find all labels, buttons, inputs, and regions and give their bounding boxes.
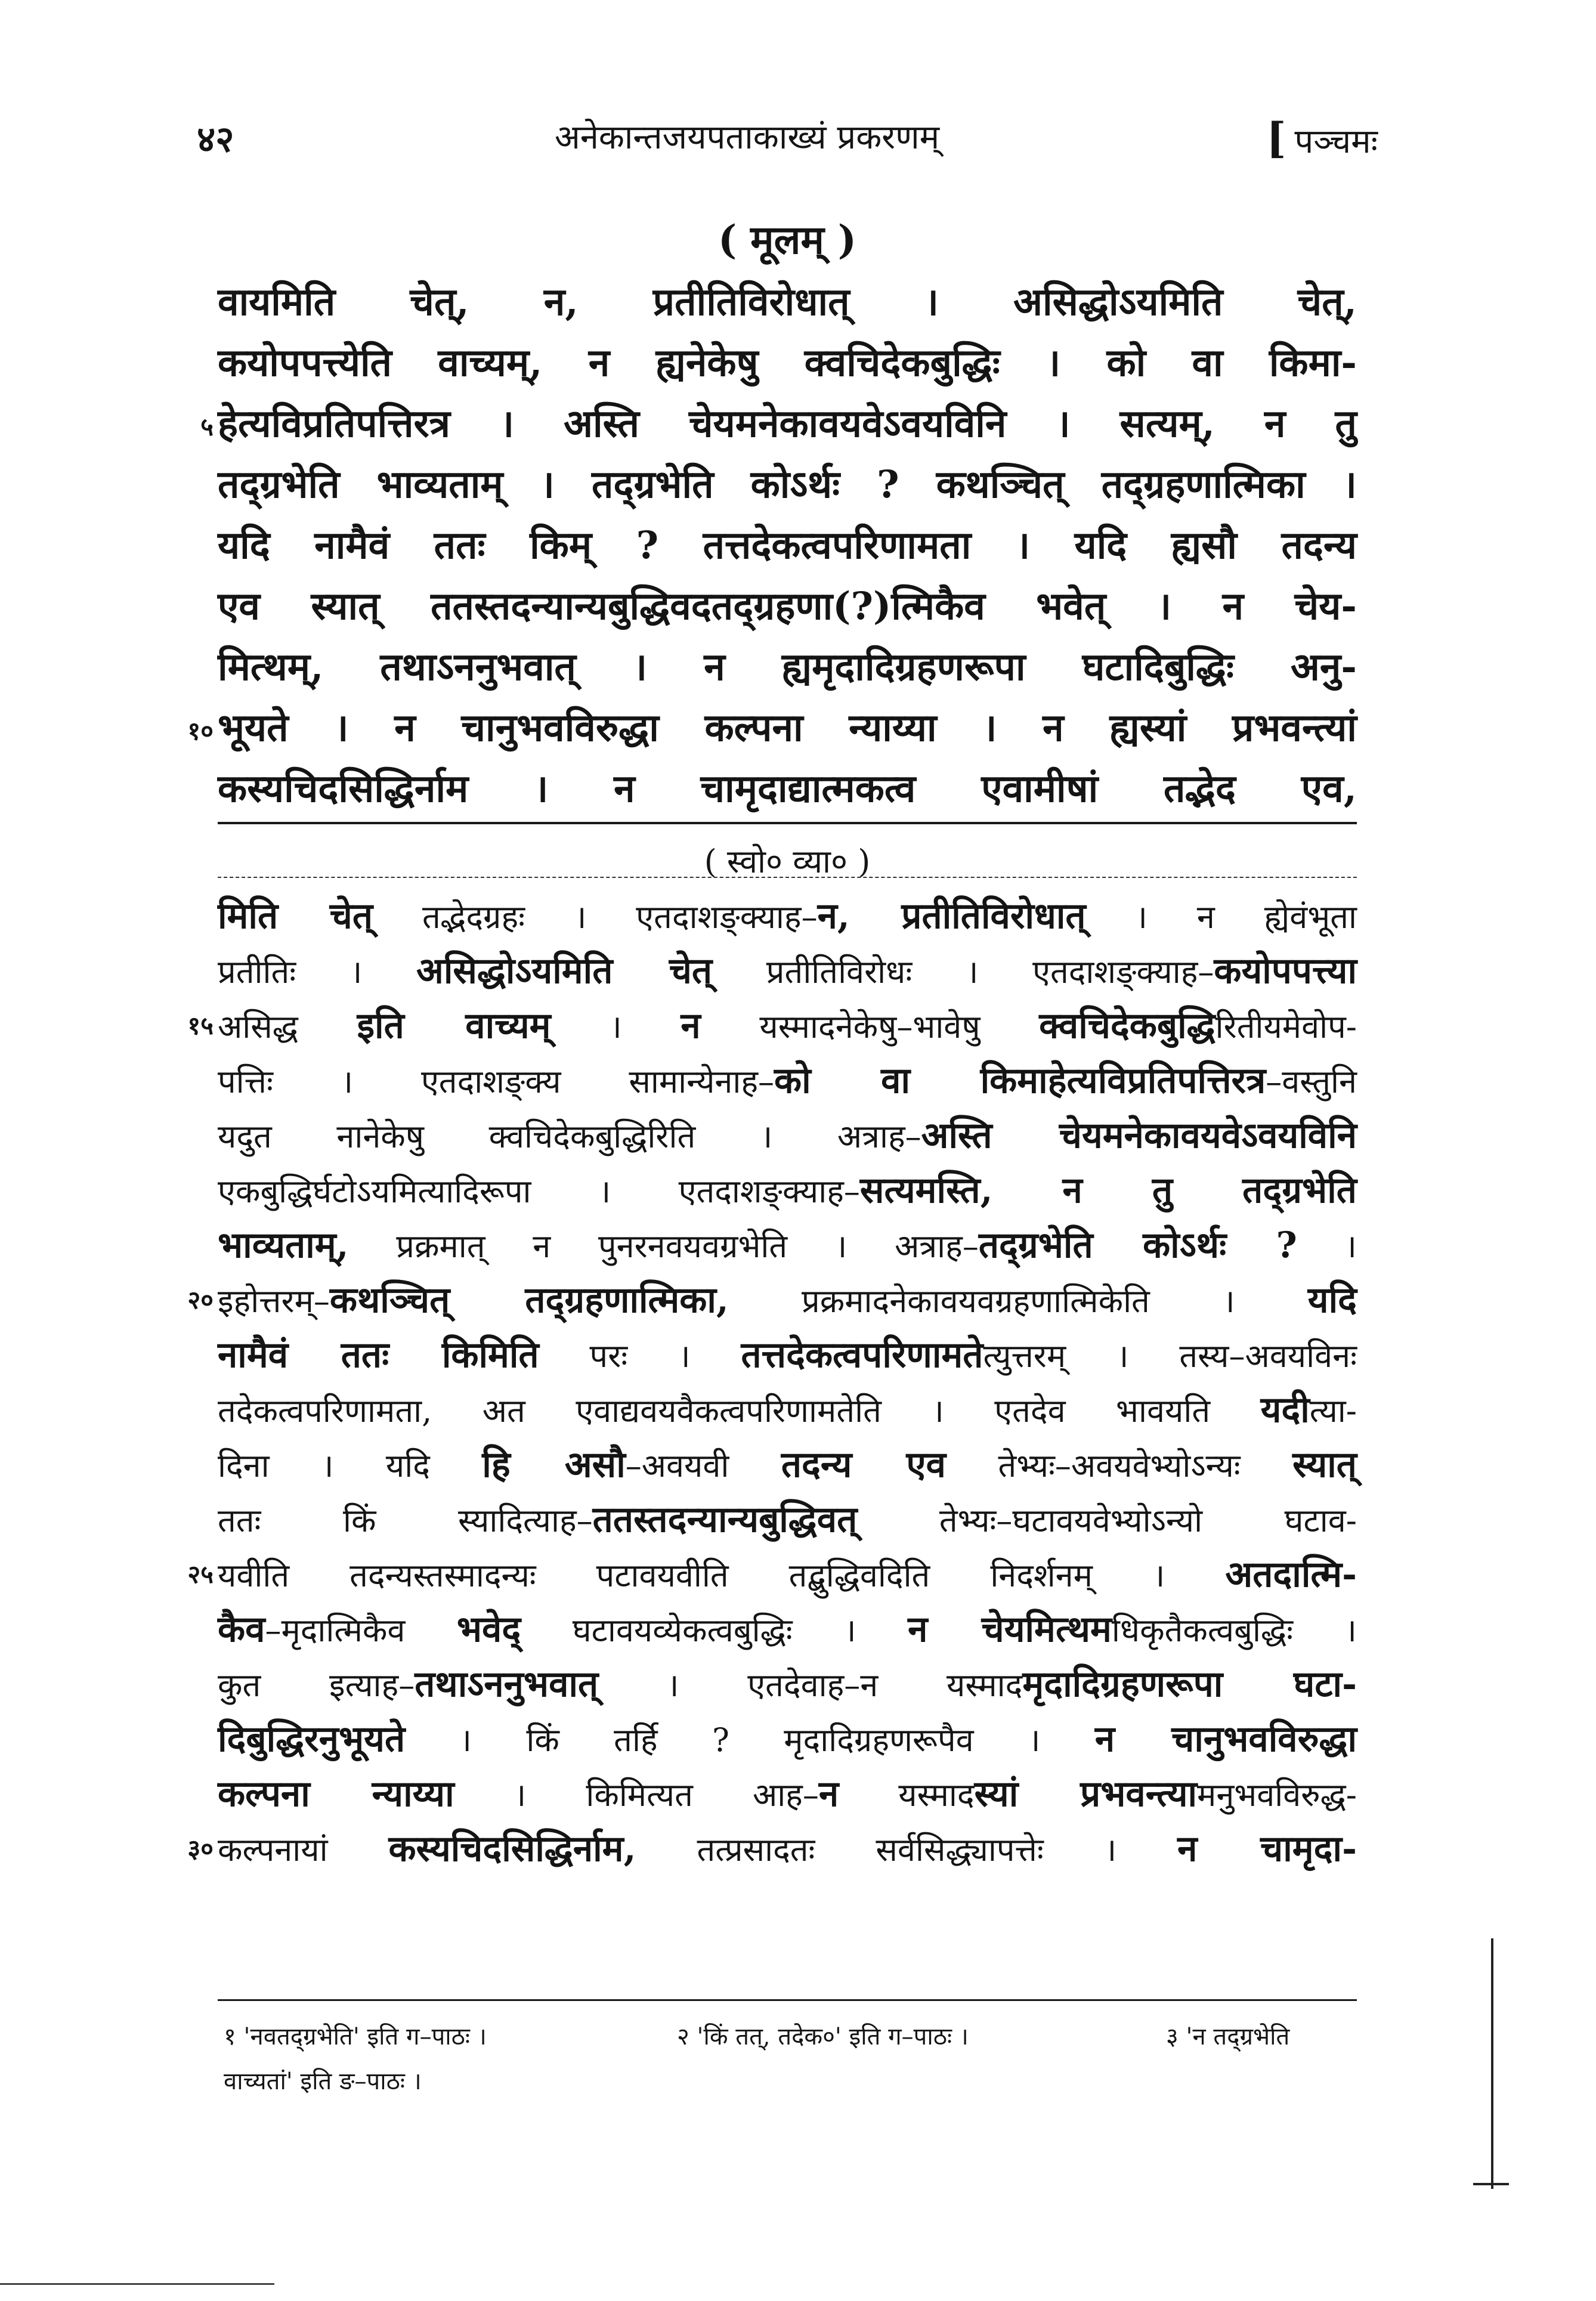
mula-line: भूयते । न चानुभवविरुद्धा कल्पना न्याय्या । न ह्यस्यां प्रभवन्त्यां [218,706,1357,750]
margin-mark-foot [1473,2183,1509,2185]
commentary-line: कुत इत्याह–तथाऽननुभवात् । एतदेवाह–न यस्मादमृदादिग्रहणरूपा घटा- [218,1663,1357,1705]
commentary-line: नामैवं ततः किमिति परः । तत्तदेकत्वपरिणामतेत्युत्तरम् । तस्य–अवयविनः [218,1334,1357,1376]
line-number: २५ [187,1560,214,1589]
commentary-heading: ( स्वो० व्या० ) [704,843,871,880]
mula-line: हेत्यविप्रतिपत्तिरत्र । अस्ति चेयमनेकावयवेऽवयविनि । सत्यम्, न तु [218,401,1357,446]
commentary-line: प्रतीतिः । असिद्धोऽयमिति चेत् प्रतीतिविरोधः । एतदाशङ्क्याह–कयोपपत्त्या [218,950,1357,992]
line-number: १५ [187,1011,214,1040]
commentary-line: दिना । यदि हि असौ–अवयवी तदन्य एव तेभ्यः–अवयवेभ्योऽन्यः स्यात् [218,1444,1357,1486]
section-bracket: [ [1266,113,1286,163]
mula-line: तद्ग्रभेति भाव्यताम् । तद्ग्रभेति कोऽर्थः ? कथञ्चित् तद्ग्रहणात्मिका । [218,462,1357,507]
heading-underline [218,877,1357,878]
running-title: अनेकान्तजयपताकाख्यं प्रकरणम् [555,118,940,157]
commentary-line: भाव्यताम्, प्रक्रमात् न पुनरनवयवग्रभेति । अत्राह–तद्ग्रभेति कोऽर्थः ? । [218,1224,1357,1266]
section-label [1266,113,1378,163]
commentary-line: मिति चेत् तद्भेदग्रहः । एतदाशङ्क्याह–न, प्रतीतिविरोधात् । न ह्येवंभूता [218,895,1357,937]
commentary-line: एकबुद्धिर्घटोऽयमित्यादिरूपा । एतदाशङ्क्याह–सत्यमस्ति, न तु तद्ग्रभेति [218,1170,1357,1211]
scan-edge-line [0,2283,274,2285]
mula-line: यदि नामैवं ततः किम् ? तत्तदेकत्वपरिणामता । यदि ह्यसौ तदन्य [218,523,1357,568]
commentary-line: ततः किं स्यादित्याह–ततस्तदन्यान्यबुद्धिवत् तेभ्यः–घटावयवेभ्योऽन्यो घटाव- [218,1499,1357,1541]
commentary-line: असिद्ध इति वाच्यम् । न यस्मादनेकेषु–भावेषु क्वचिदेकबुद्धिरितीयमेवोप- [218,1005,1357,1047]
mula-line: वायमिति चेत्, न, प्रतीतिविरोधात् । असिद्धोऽयमिति चेत्, [218,280,1357,324]
line-number: २० [187,1285,214,1315]
mula-heading: ( मूलम् ) [717,217,857,263]
commentary-line: कल्पना न्याय्या । किमित्यत आह–न यस्मादस्यां प्रभवन्त्यामनुभवविरुद्ध- [218,1773,1357,1815]
page-header [197,113,1378,161]
footnote-1: १ 'नवतद्ग्रभेति' इति ग–पाठः । [224,2023,487,2051]
commentary-line: दिबुद्धिरनुभूयते । किं तर्हि ? मृदादिग्रहणरूपैव । न चानुभवविरुद्धा [218,1718,1357,1760]
footnote-row [224,2019,1357,2055]
line-number: १० [187,716,214,746]
commentary-line: यदुत नानेकेषु क्वचिदेकबुद्धिरिति । अत्राह–अस्ति चेयमनेकावयवेऽवयविनि [218,1115,1357,1156]
footnote-3: ३ 'न तद्ग्रभेति [1166,2023,1290,2051]
margin-mark [1491,1938,1493,2189]
line-number: ५ [200,412,214,441]
commentary-line: कल्पनायां कस्यचिदसिद्धिर्नाम, तत्प्रसादतः सर्वसिद्ध्यापत्तेः । न चामृदा- [218,1828,1357,1870]
mula-line: मित्थम्, तथाऽननुभवात् । न ह्यमृदादिग्रहणरूपा घटादिबुद्धिः अनु- [218,645,1357,689]
footnote-divider [218,1999,1357,2001]
commentary-line: पत्तिः । एतदाशङ्क्य सामान्येनाह–को वा किमाहेत्यविप्रतिपत्तिरत्र–वस्तुनि [218,1060,1357,1102]
footnote-2: २ 'किं तत्, तदेक०' इति ग–पाठः । [677,2023,969,2051]
mula-line: कयोपपत्त्येति वाच्यम्, न ह्यनेकेषु क्वचिदेकबुद्धिः । को वा किमा- [218,341,1357,385]
page-number: ४२ [197,119,234,160]
section-name: पञ्चमः [1294,122,1378,161]
section-divider [218,822,1357,824]
mula-line: एव स्यात् ततस्तदन्यान्यबुद्धिवदतद्ग्रहणा(?)त्मिकैव भवेत् । न चेय- [218,584,1357,629]
commentary-line: तदेकत्वपरिणामता, अत एवाद्यवयवैकत्वपरिणामतेति । एतदेव भावयति यदीत्या- [218,1389,1357,1431]
footnote-continuation: वाच्यतां' इति ङ–पाठः । [224,2068,422,2095]
line-number: ३० [187,1834,214,1863]
commentary-line: यवीति तदन्यस्तस्मादन्यः पटावयवीति तद्बुद्धिवदिति निदर्शनम् । अतदात्मि- [218,1554,1357,1595]
commentary-line: इहोत्तरम्–कथञ्चित् तद्ग्रहणात्मिका, प्रक्रमादनेकावयवग्रहणात्मिकेति । यदि [218,1279,1357,1321]
commentary-line: कैव–मृदात्मिकैव भवेद् घटावयव्येकत्वबुद्धिः । न चेयमित्थमधिकृतैकत्वबुद्धिः । [218,1609,1357,1650]
mula-line: कस्यचिदसिद्धिर्नाम । न चामृदाद्यात्मकत्व एवामीषां तद्भेद एव, [218,766,1357,811]
